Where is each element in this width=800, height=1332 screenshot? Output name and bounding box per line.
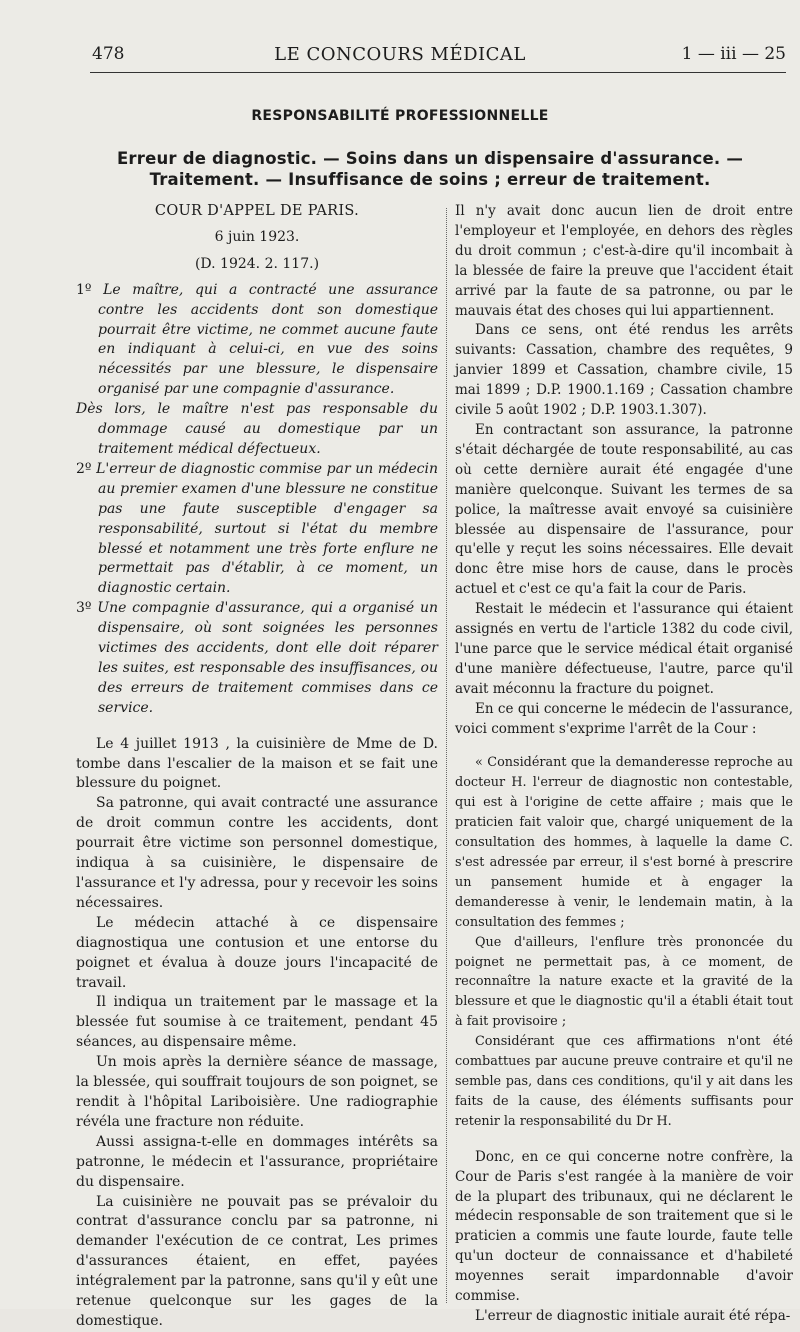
spacer [76, 719, 438, 735]
body-paragraph: Restait le médecin et l'assurance qui étaient assignés en vertu de l'article 1382 du code civil, l'une parce que le service médical était organisé d'une manière défectueuse, l'autre, parce qu'il avait méconnu la fracture du poignet. [455, 601, 793, 697]
court-quote-paragraph: Que d'ailleurs, l'enflure très prononcée du poignet ne permettait pas, à ce moment, de reconnaître la nature exacte et la gravité de la blessure et que le diagnostic qu'il a établi était tout à fait provisoire ; [455, 934, 793, 1030]
court-quote-paragraph: « Considérant que la demanderesse reproche au docteur H. l'erreur de diagnostic non contestable, qui est à l'origine de cette affaire ; mais que le praticien fait valoir que, chargé uniquement de la consultation des hommes, à laquelle la dame C. s'est adressée par erreur, il s'est borné à prescrire un pansement humide et à engager la demanderesse à venir, le lendemain matin, à la consultation des femmes ; [455, 755, 793, 930]
article-title-line-1: Erreur de diagnostic. — Soins dans un dispensaire d'assurance. — [116, 149, 744, 168]
running-header [0, 40, 800, 74]
court-quote-paragraph: Considérant que ces affirmations n'ont été combattues par aucune preuve contraire et qu'il ne semble pas, dans ces conditions, qu'il y ait dans les faits de la cause, des éléments suffisants pour retenir la responsabilité du Dr H. [455, 1034, 793, 1129]
summary-text: Une compagnie d'assurance, qui a organisé un dispensaire, où sont soignées les personnes victimes des accidents, dont elle doit réparer les suites, est responsable des insuffisances, ou des erreurs de traitement commises dans ce service. [97, 600, 438, 716]
body-paragraph: Aussi assigna-t-elle en dommages intérêts sa patronne, le médecin et l'assurance, propriétaire du dispensaire. [76, 1133, 438, 1190]
left-column [76, 202, 438, 1332]
body-paragraph: Un mois après la dernière séance de massage, la blessée, qui souffrait toujours de son poignet, se rendit à l'hôpital Lariboisière. Une radiographie révéla une fracture non réduite. [76, 1054, 439, 1130]
body-paragraph: Donc, en ce qui concerne notre confrère, la Cour de Paris s'est rangée à la manière de voir de la plupart des tribunaux, qui ne déclarent le médecin responsable de son traitement que si le praticien a commis une faute lourde, faute telle qu'un docteur de connaissance et d'habileté moyennes serait impardonnable d'avoir commise. [455, 1148, 793, 1305]
summary-point-3 [76, 599, 438, 718]
summary-number: 3º [76, 600, 92, 617]
court-name: COUR D'APPEL DE PARIS. [154, 203, 360, 219]
journal-title: LE CONCOURS MÉDICAL [274, 44, 526, 65]
article-title-line-2: Traitement. — Insuffisance de soins ; erreur de traitement. [149, 170, 711, 189]
summary-text: L'erreur de diagnostic commise par un médecin au premier examen d'une blessure ne constitue pas une faute susceptible d'engager sa responsabilité, surtout si l'état du membre blessé et notamment une très forte enflure ne permettait pas d'établir, à ce moment, un diagnostic certain. [96, 460, 439, 597]
body-paragraph: Le 4 juillet 1913 , la cuisinière de Mme de D. tombe dans l'escalier de la maison et se fait une blessure du poignet. [76, 735, 438, 792]
summary-point-1b [76, 400, 438, 460]
decision-date: 6 juin 1923. [214, 228, 300, 245]
spacer [455, 739, 793, 753]
summary-number: 2º [76, 460, 92, 477]
summary-point-2 [76, 460, 438, 599]
body-paragraph: Dans ce sens, ont été rendus les arrêts suivants: Cassation, chambre des requêtes, 9 janvier 1899 et Cassation, chambre civile, 15 mai 1899 ; D.P. 1900.1.169 ; Cassation chambre civile 5 août 1902 ; D.P. 1903.1.307). [455, 322, 793, 419]
summary-text: Le maître, qui a contracté une assurance contre les accidents dont son domestique pourrait être victime, ne commet aucune faute en indiquant à celui-ci, en vue des soins nécessités par une blessure, le dispensaire organisé par une compagnie d'assurance. [98, 281, 438, 398]
body-paragraph: En ce qui concerne le médecin de l'assurance, voici comment s'exprime l'arrêt de la Cour : [455, 700, 793, 737]
right-column [455, 202, 793, 1327]
body-paragraph: L'erreur de diagnostic initiale aurait été répa- [475, 1307, 791, 1324]
body-paragraph: Sa patronne, qui avait contracté une assurance de droit commun contre les accidents, dont pourrait être victime son personnel domestique, indiqua à sa cuisinière, le dispensaire de l'assurance et l'y adressa, pour y recevoir les soins nécessaires. [76, 795, 438, 911]
article-title [75, 148, 785, 190]
summary-text: Dès lors, le maître n'est pas responsable du dommage causé au domestique par un traitement médical défectueux. [76, 401, 438, 457]
body-paragraph: Il n'y avait donc aucun lien de droit entre l'employeur et l'employée, en dehors des règles du droit commun ; c'est-à-dire qu'il incombait à la blessée de faire la preuve que l'accident était arrivé par la faute de sa patronne, ou par le mauvais état des choses qui lui appartiennent. [455, 203, 793, 319]
law-reference: (D. 1924. 2. 117.) [194, 255, 320, 272]
summary-number: 1º [76, 281, 92, 298]
body-paragraph: En contractant son assurance, la patronne s'était déchargée de toute responsabilité, au cas où cette dernière aurait été engagée d'une manière quelconque. Suivant les termes de sa police, la maîtresse avait envoyé sa cuisinière blessée au dispensaire de l'assurance, pour qu'elle y reçut les soins nécessaires. Elle devait donc être mise hors de cause, dans le procès actuel et c'est ce qu'a fait la cour de Paris. [455, 421, 793, 598]
section-heading: RESPONSABILITÉ PROFESSIONNELLE [251, 108, 549, 124]
page-number: 478 [92, 44, 125, 64]
summary-point-1 [76, 281, 438, 400]
column-divider [446, 208, 447, 1303]
header-rule [90, 72, 786, 73]
body-paragraph: La cuisinière ne pouvait pas se prévaloir du contrat d'assurance conclu par sa patronne, ni demander l'exécution de ce contrat, Les primes d'assurances étaient, en effet, payées intégralement par la patronne, sans qu'il y eût une retenue quelconque sur les gages de la domestique. [76, 1193, 438, 1329]
spacer [455, 1132, 793, 1148]
issue-date: 1 — iii — 25 [681, 44, 786, 64]
body-paragraph: Le médecin attaché à ce dispensaire diagnostiqua une contusion et une entorse du poignet et évalua à douze jours l'incapacité de travail. [76, 914, 438, 991]
body-paragraph: Il indiqua un traitement par le massage et la blessée fut soumise à ce traitement, pendant 45 séances, au dispensaire même. [76, 994, 438, 1051]
